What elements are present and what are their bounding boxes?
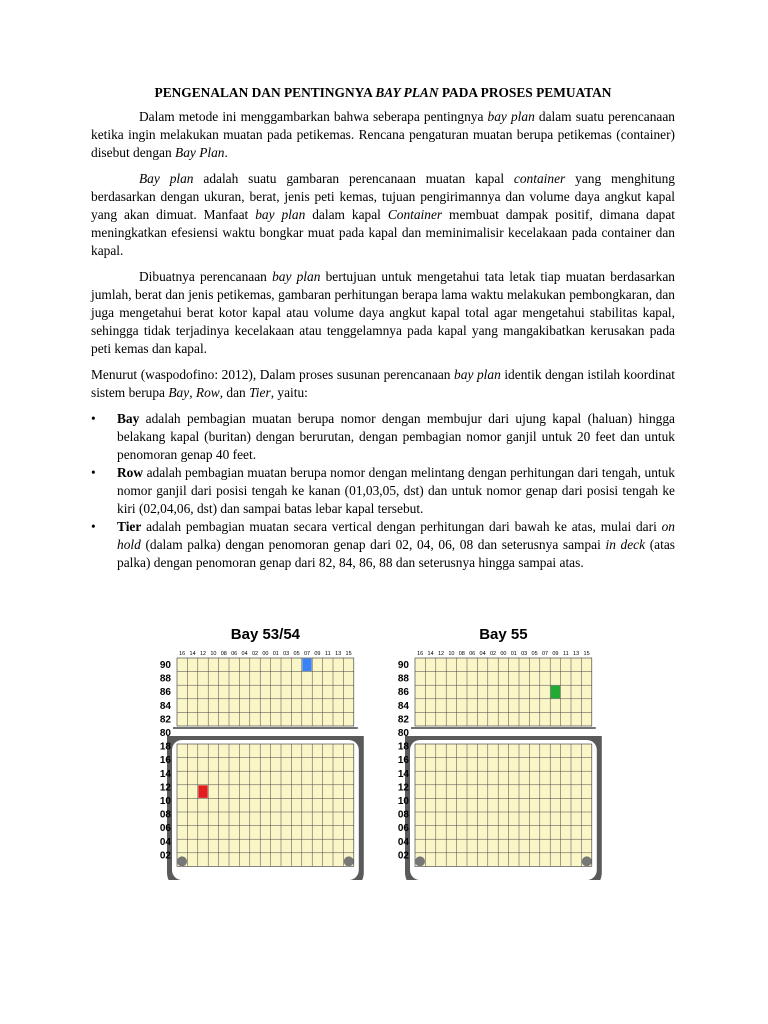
tier-label: 04 bbox=[397, 836, 409, 848]
tier-label: 10 bbox=[159, 796, 171, 807]
row-label: 15 bbox=[345, 651, 352, 657]
row-label: 12 bbox=[437, 651, 445, 657]
row-label: 03 bbox=[283, 651, 290, 657]
tier-label: 08 bbox=[397, 809, 409, 821]
coordinate-list bbox=[91, 410, 675, 572]
document-page bbox=[91, 84, 675, 572]
row-label: 02 bbox=[251, 651, 259, 657]
paragraph-2: Bay plan adalah suatu gambaran perencanaan muatan kapal container yang menghitung berdasarkan dengan ukuran, berat, jenis peti kemas, tujuan pengirimannya dan volume daya angkut kapal yang akan dimuat. Manfaat bay plan dalam kapal Container membuat dampak positif, dimana dapat meningkatkan efesiensi waktu bongkar muat pada kapal dan meminimalisir kecelakaan pada container dan kapal. bbox=[91, 171, 675, 258]
tier-label: 16 bbox=[397, 755, 409, 767]
pump-icon bbox=[344, 856, 354, 866]
bullet-icon: • bbox=[91, 465, 96, 480]
hold-grid bbox=[415, 744, 592, 866]
container-highlight bbox=[302, 659, 311, 672]
hold-grid bbox=[177, 744, 354, 866]
tier-label: 02 bbox=[397, 850, 409, 862]
row-label: 04 bbox=[479, 651, 486, 657]
row-label: 16 bbox=[179, 651, 186, 657]
row-label: 06 bbox=[231, 651, 238, 657]
paragraph-1: Dalam metode ini menggambarkan bahwa seberapa pentingnya bay plan dalam suatu perencanaan ketika ingin melakukan muatan pada petikemas. Rencana pengaturan muatan berupa petikemas (container) disebut dengan Bay Plan. bbox=[91, 109, 675, 160]
bay-panel bbox=[160, 626, 364, 880]
tier-label: 88 bbox=[397, 673, 409, 685]
tier-label: 84 bbox=[397, 700, 409, 712]
tier-label: 80 bbox=[397, 728, 409, 739]
row-label: 08 bbox=[220, 651, 227, 657]
tier-label: 88 bbox=[159, 673, 171, 685]
row-label: 13 bbox=[573, 651, 580, 657]
row-label: 06 bbox=[469, 651, 476, 657]
row-label: 00 bbox=[262, 651, 269, 657]
row-label: 16 bbox=[417, 651, 424, 657]
row-label: 10 bbox=[210, 651, 217, 657]
tier-label: 06 bbox=[159, 823, 171, 835]
bay-plan-figure bbox=[147, 620, 621, 880]
row-label: 09 bbox=[552, 651, 559, 657]
container-highlight bbox=[198, 785, 207, 798]
row-label: 05 bbox=[293, 651, 300, 657]
tier-label: 80 bbox=[159, 728, 171, 739]
tier-label: 10 bbox=[397, 796, 409, 807]
row-label: 08 bbox=[458, 651, 465, 657]
row-label: 05 bbox=[531, 651, 538, 657]
tier-label: 86 bbox=[397, 687, 409, 699]
bay-title: Bay 55 bbox=[479, 626, 528, 643]
pump-icon bbox=[177, 856, 187, 866]
tier-label: 82 bbox=[159, 714, 171, 726]
pump-icon bbox=[415, 856, 425, 866]
row-label: 01 bbox=[510, 651, 517, 657]
tier-label: 14 bbox=[397, 768, 409, 780]
row-label: 11 bbox=[324, 651, 331, 657]
tier-label: 04 bbox=[159, 836, 171, 848]
tier-label: 02 bbox=[159, 850, 171, 862]
list-item-tier: • Tier adalah pembagian muatan secara vertical dengan perhitungan dari bawah ke atas, mulai dari on hold (dalam palka) dengan penomoran genap dari 02, 04, 06, 08 dan seterusnya sampai in deck (atas palka) dengan penomoran genap dari 82, 84, 86, 88 dan seterusnya hingga sampai atas. bbox=[91, 519, 675, 570]
document-title: PENGENALAN DAN PENTINGNYA BAY PLAN PADA PROSES PEMUATAN bbox=[154, 85, 612, 100]
bay-plan-diagram bbox=[147, 620, 621, 880]
tier-label: 12 bbox=[397, 782, 409, 794]
paragraph-3: Dibuatnya perencanaan bay plan bertujuan untuk mengetahui tata letak tiap muatan berdasarkan jumlah, berat dan jenis petikemas, gambaran perhitungan berapa lama waktu melakukan pembongkaran, dan juga mengetahui berat kotor kapal atau volume daya angkut kapal total agar mengetahui stabilitas kapal, sehingga tidak terjadinya kecelakaan atau tenggelamnya pada kapal yang mangakibatkan kerusakan pada peti kemas dan kapal. bbox=[91, 269, 675, 356]
row-label: 14 bbox=[189, 651, 196, 657]
tier-label: 82 bbox=[397, 714, 409, 726]
tier-label: 18 bbox=[397, 741, 409, 753]
list-item-row: • Row adalah pembagian muatan berupa nomor dengan melintang dengan perhitungan dari tengah, untuk nomor ganjil dari posisi tengah ke kanan (01,03,05, dst) dan untuk nomor genap dari posisi tengah ke kiri (02,04,06, dst) dan sampai batas lebar kapal tersebut. bbox=[91, 465, 675, 516]
bay-panel bbox=[398, 626, 602, 880]
tier-label: 06 bbox=[397, 823, 409, 835]
bullet-icon: • bbox=[91, 411, 96, 426]
row-label: 13 bbox=[335, 651, 342, 657]
tier-label: 16 bbox=[159, 755, 171, 767]
tier-label: 84 bbox=[159, 700, 171, 712]
row-label: 03 bbox=[521, 651, 528, 657]
bay-title: Bay 53/54 bbox=[230, 626, 301, 643]
tier-label: 90 bbox=[397, 660, 409, 671]
tier-label: 14 bbox=[159, 768, 171, 780]
row-label: 11 bbox=[562, 651, 569, 657]
deck-grid bbox=[177, 658, 354, 726]
deck-grid bbox=[415, 658, 592, 726]
row-label: 07 bbox=[541, 651, 549, 657]
container-highlight bbox=[551, 686, 560, 699]
paragraph-4: Menurut (waspodofino: 2012), Dalam proses susunan perencanaan bay plan identik dengan istilah koordinat sistem berupa Bay, Row, dan Tier, yaitu: bbox=[91, 367, 675, 400]
tier-label: 86 bbox=[159, 687, 171, 699]
row-label: 02 bbox=[489, 651, 497, 657]
row-label: 15 bbox=[583, 651, 590, 657]
row-label: 01 bbox=[272, 651, 279, 657]
row-label: 12 bbox=[199, 651, 207, 657]
row-label: 14 bbox=[427, 651, 434, 657]
list-item-bay: • Bay adalah pembagian muatan berupa nomor dengan membujur dari ujung kapal (haluan) hingga belakang kapal (buritan) dengan berurutan, dengan pembagian nomor ganjil untuk 20 feet dan untuk penomoran genap 40 feet. bbox=[91, 411, 675, 462]
row-label: 10 bbox=[448, 651, 455, 657]
tier-label: 90 bbox=[159, 660, 171, 671]
tier-label: 18 bbox=[159, 741, 171, 753]
bullet-icon: • bbox=[91, 519, 96, 534]
row-label: 07 bbox=[303, 651, 311, 657]
row-label: 00 bbox=[500, 651, 507, 657]
tier-label: 12 bbox=[159, 782, 171, 794]
tier-label: 08 bbox=[159, 809, 171, 821]
row-label: 04 bbox=[241, 651, 248, 657]
pump-icon bbox=[582, 856, 592, 866]
row-label: 09 bbox=[314, 651, 321, 657]
